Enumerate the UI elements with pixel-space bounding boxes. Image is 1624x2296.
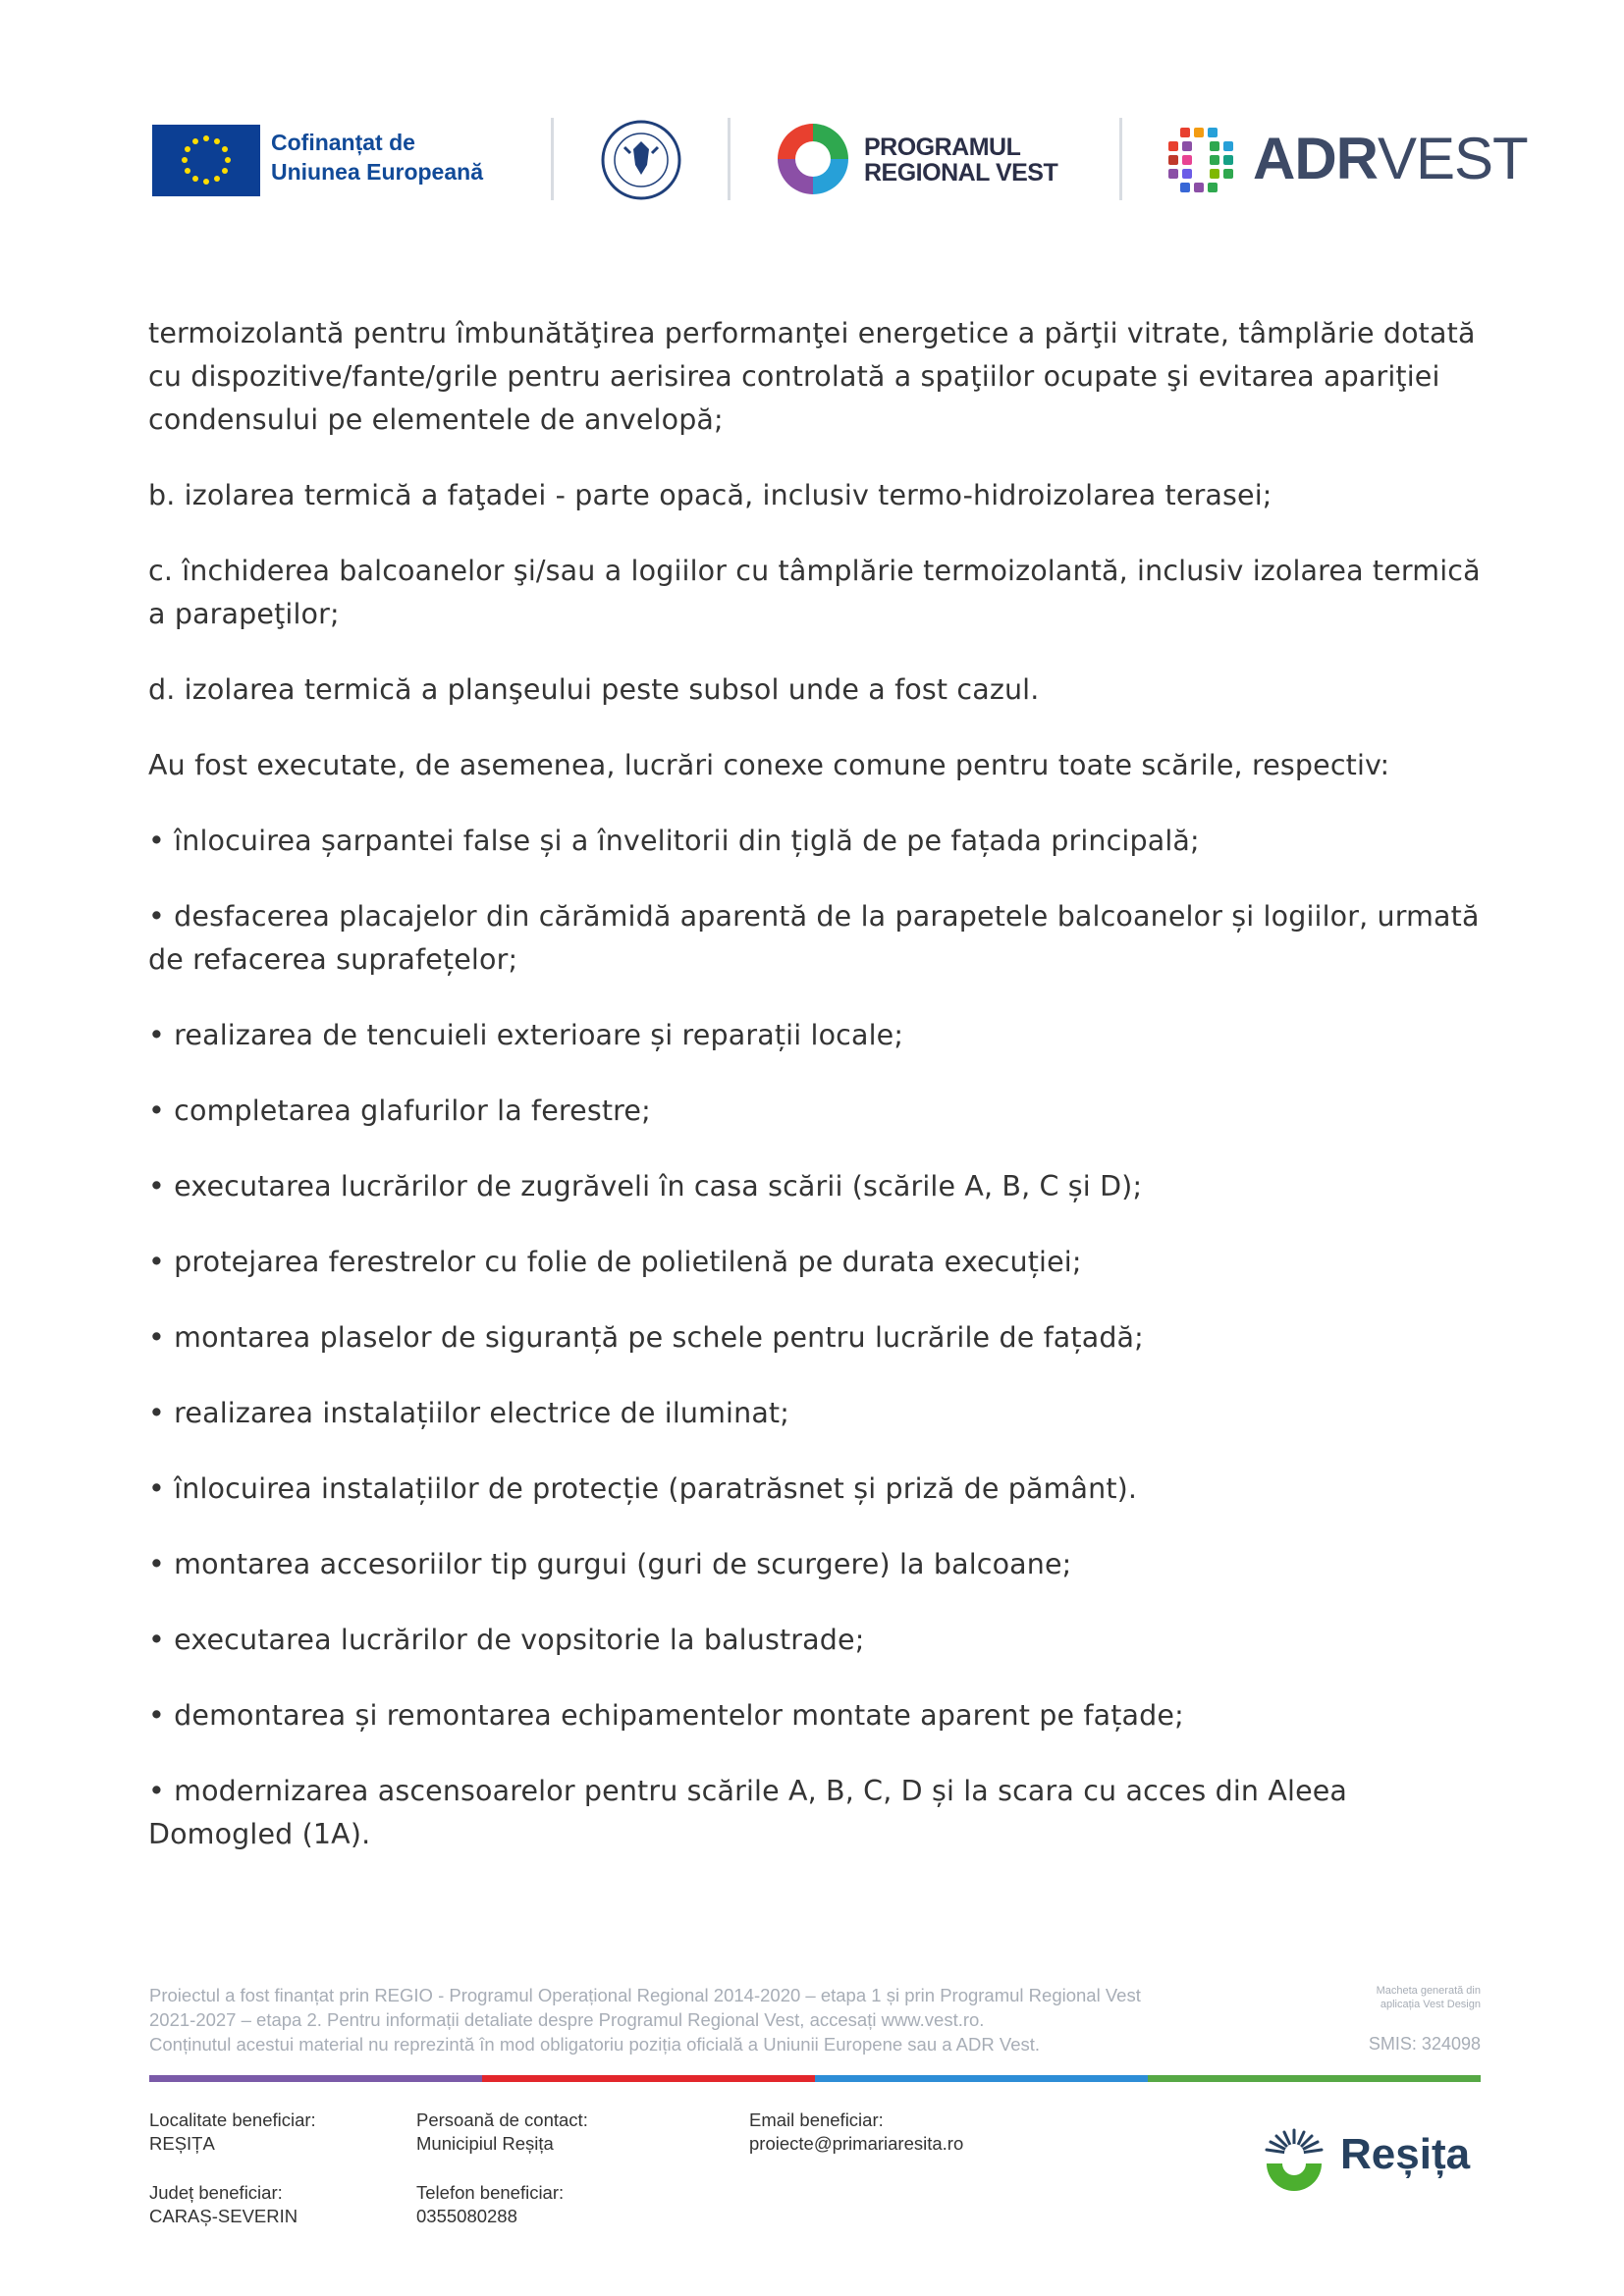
localitate-beneficiar: Localitate beneficiar: REȘIȚA [149,2109,316,2154]
body-paragraph: d. izolarea termică a planşeului peste subsol unde a fost cazul. [148,673,1040,706]
body-paragraph: b. izolarea termică a faţadei - parte opacă, inclusiv termo-hidroizolarea terasei; [148,479,1272,511]
body-paragraph: • înlocuirea șarpantei false și a învelitorii din țiglă de pe fațada principală; [148,825,1200,857]
adr-light-text: VEST [1378,126,1528,191]
body-paragraph: • executarea lucrărilor de zugrăveli în casa scării (scările A, B, C și D); [148,1170,1143,1202]
body-paragraph: • montarea accesoriilor tip gurgui (guri de scurgere) la balcoane; [148,1548,1072,1580]
email-link[interactable]: proiecte@primariaresita.ro [749,2133,964,2154]
programul-regional-vest-logo-icon [774,120,852,198]
eu-flag-icon [152,125,260,196]
color-bar-segment [482,2075,815,2082]
judet-beneficiar: Județ beneficiar: CARAȘ-SEVERIN [149,2182,298,2226]
body-paragraph: • demontarea și remontarea echipamentelor montate aparent pe fațade; [148,1699,1184,1732]
resita-logo-text: Reșița [1340,2130,1471,2178]
funding-line: Conținutul acestui material nu reprezintă în mod obligatoriu poziția oficială a Uniunii Europene sau a ADR Vest. [149,2034,1041,2055]
body-paragraph: • executarea lucrărilor de vopsitorie la balustrade; [148,1624,865,1656]
persoana-contact: Persoană de contact: Municipiul Reșița [416,2109,588,2154]
romanian-government-seal-icon [601,120,681,200]
funding-line: Proiectul a fost finanțat prin REGIO - Programul Operațional Regional 2014-2020 – etapa 1 și prin Programul Regional Vest [149,1985,1141,2005]
adr-vest-logo-text [1253,125,1528,193]
body-paragraph: • montarea plaselor de siguranță pe schele pentru lucrările de fațadă; [148,1321,1144,1354]
macheta-note: Macheta generată din aplicația Vest Design [1376,1985,1481,2010]
programul-regional-vest-text: PROGRAMUL REGIONAL VEST [864,133,1058,187]
body-paragraph: • realizarea de tencuieli exterioare și reparații locale; [148,1019,904,1051]
body-paragraph: • desfacerea placajelor din cărămidă aparentă de la parapetele balcoanelor și logiilor, urmată de refacerea suprafețelor; [148,900,1480,976]
header-divider [551,118,554,200]
body-paragraph: • modernizarea ascensoarelor pentru scările A, B, C, D și la scara cu acces din Aleea Domogled (1A). [148,1775,1348,1850]
email-beneficiar: Email beneficiar: proiecte@primariaresita.ro [749,2109,964,2154]
body-paragraph: c. închiderea balcoanelor şi/sau a logiilor cu tâmplărie termoizolantă, inclusiv izolarea termică a parapeţilor; [148,555,1481,630]
body-paragraph: • completarea glafurilor la ferestre; [148,1095,651,1127]
footer-color-bar [149,2075,1481,2082]
telefon-beneficiar: Telefon beneficiar: 0355080288 [416,2182,565,2226]
smis-code: SMIS: 324098 [1368,2034,1481,2054]
funding-line: 2021-2027 – etapa 2. Pentru informații detaliate despre Programul Regional Vest, accesați www.vest.ro. [149,2009,985,2030]
page-header [0,0,1624,255]
body-paragraph: Au fost executate, de asemenea, lucrări conexe comune pentru toate scările, respectiv: [148,749,1390,781]
body-paragraph: termoizolantă pentru îmbunătăţirea performanţei energetice a părţii vitrate, tâmplărie dotată cu dispozitive/fante/grile pentru aerisirea controlată a spaţiilor ocupate şi evitarea apariţiei condensului pe elementele de anvelopă; [148,317,1476,436]
color-bar-segment [1148,2075,1481,2082]
color-bar-segment [815,2075,1148,2082]
color-bar-segment [149,2075,482,2082]
adr-bold-text: ADR [1253,126,1378,191]
funding-disclaimer [149,1983,1308,2056]
header-divider [728,118,731,200]
document-body [148,312,1493,1856]
header-divider [1119,118,1122,200]
eu-cofinanced-text: Cofinanțat de Uniunea Europeană [271,130,483,185]
body-paragraph: • realizarea instalațiilor electrice de iluminat; [148,1397,790,1429]
adr-vest-dots-icon [1166,126,1235,196]
body-paragraph: • protejarea ferestrelor cu folie de polietilenă pe durata execuției; [148,1246,1082,1278]
resita-logo-icon [1255,2124,1333,2197]
body-paragraph: • înlocuirea instalațiilor de protecție (paratrăsnet și priză de pământ). [148,1472,1138,1505]
